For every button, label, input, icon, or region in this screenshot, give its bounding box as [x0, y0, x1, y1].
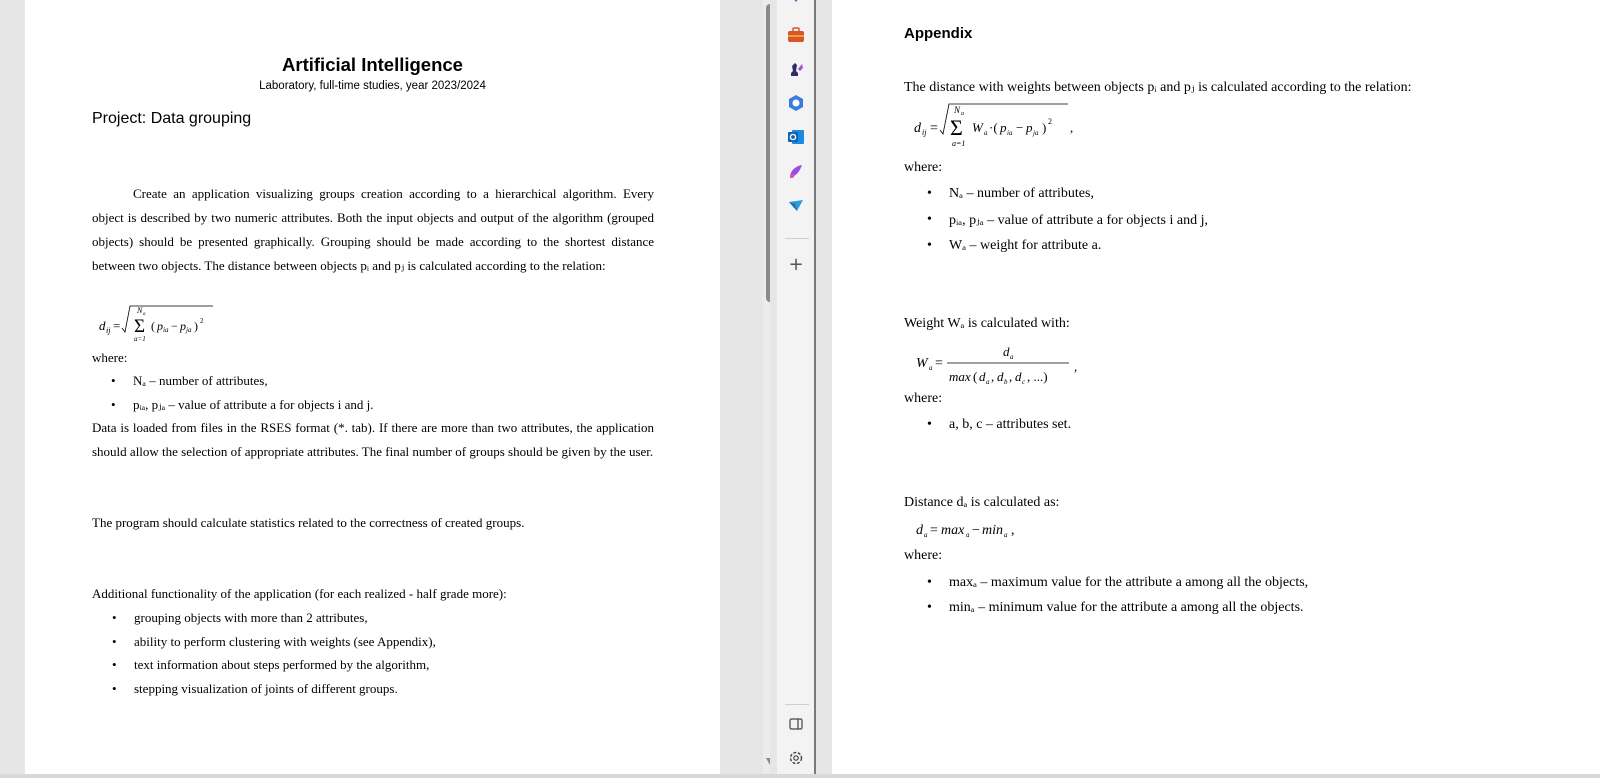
svg-text:ja: ja [186, 326, 192, 334]
svg-text:d: d [916, 523, 923, 538]
svg-text:ia: ia [163, 326, 169, 334]
svg-text:,: , [1074, 359, 1078, 374]
list-item: • Nₐ – number of attributes, [927, 186, 1094, 201]
list-item: • Nₐ – number of attributes, [111, 373, 268, 388]
svg-text:d: d [99, 318, 106, 333]
svg-text:,: , [1070, 120, 1074, 135]
weight-intro: Weight Wₐ is calculated with: [904, 316, 1070, 331]
where-label: where: [904, 548, 943, 563]
svg-text:N: N [137, 306, 143, 315]
svg-text:b: b [1004, 378, 1008, 386]
svg-text:p: p [1000, 120, 1007, 135]
document-subtitle: Laboratory, full-time studies, year 2023/2024 [259, 80, 486, 92]
statistics-paragraph: The program should calculate statistics related to the correctness of created groups. [92, 515, 525, 530]
svg-text:a: a [986, 378, 990, 386]
list-item: • text information about steps performed by the algorithm, [112, 657, 430, 672]
settings-icon[interactable] [786, 748, 806, 768]
right-document-pane[interactable] [818, 0, 1600, 778]
additional-heading: Additional functionality of the application (for each realized - half grade more): [92, 586, 507, 601]
svg-text:a: a [961, 111, 964, 117]
svg-text:ij: ij [106, 326, 111, 335]
svg-text:−: − [171, 319, 178, 333]
svg-text:2: 2 [200, 317, 204, 325]
svg-text:a: a [143, 312, 146, 317]
appendix-heading: Appendix [904, 25, 973, 42]
sidebar-toggle-icon[interactable] [786, 714, 806, 734]
list-item: • grouping objects with more than 2 attributes, [112, 610, 368, 625]
copilot-icon[interactable] [786, 93, 806, 113]
svg-text:,: , [1011, 523, 1015, 538]
svg-text:d: d [914, 121, 921, 136]
svg-text:): ) [194, 319, 198, 333]
project-title: Project: Data grouping [92, 110, 252, 127]
document-page-right [832, 0, 1600, 778]
svg-text:min: min [982, 523, 1003, 538]
list-item: • a, b, c – attributes set. [927, 417, 1072, 432]
svg-text:a=1: a=1 [134, 335, 146, 343]
svg-text:max: max [941, 523, 965, 538]
svg-text:p: p [157, 319, 163, 333]
svg-text:a: a [984, 129, 988, 137]
svg-text:ij: ij [922, 128, 927, 137]
svg-text:−: − [1016, 120, 1024, 135]
task-description: Create an application visualizing groups creation according to a hierarchical algorithm. Every object is described by two numeric attributes. Both the input objects and output of the algorithm (grouped objects) should be presented graphically. Grouping should be made according to the shortest distance between two objects. The distance between objects pᵢ and pⱼ is calculated according to the relation: [92, 186, 654, 273]
svg-text:a: a [929, 364, 933, 372]
svg-text:ja: ja [1033, 129, 1039, 137]
bottom-edge [0, 774, 1600, 778]
drop-icon[interactable] [786, 196, 806, 216]
list-item: • pᵢₐ, pⱼₐ – value of attribute a for objects i and j, [927, 212, 1208, 228]
range-formula [916, 520, 1036, 544]
svg-text:=: = [935, 356, 943, 371]
svg-text:max: max [949, 369, 971, 384]
svg-text:Σ: Σ [134, 316, 146, 337]
svg-text:c: c [1022, 378, 1026, 386]
designer-icon[interactable] [786, 162, 806, 182]
svg-text:Σ: Σ [950, 115, 963, 140]
distance-formula [99, 304, 229, 344]
sidebar-separator [785, 704, 809, 705]
svg-text:(: ( [973, 369, 978, 384]
briefcase-icon[interactable] [786, 25, 806, 45]
list-item: • pᵢₐ, pⱼₐ – value of attribute a for objects i and j. [111, 397, 374, 412]
document-title: Artificial Intelligence [282, 54, 463, 75]
browser-sidebar [777, 0, 816, 778]
svg-text:a: a [1004, 531, 1008, 539]
left-document-pane[interactable] [0, 0, 770, 778]
where-label: where: [904, 391, 943, 406]
svg-text:2: 2 [1048, 117, 1052, 126]
svg-text:W: W [916, 356, 928, 371]
appendix-intro: The distance with weights between objects pᵢ and pⱼ is calculated according to the relation: [904, 80, 1412, 95]
svg-text:p: p [1026, 120, 1033, 135]
list-item: • Wₐ – weight for attribute a. [927, 238, 1102, 253]
svg-text:W: W [972, 120, 983, 135]
plus-icon[interactable]: + [788, 254, 804, 275]
svg-text:,: , [1009, 369, 1013, 384]
svg-text:=: = [930, 121, 938, 136]
svg-text:=: = [113, 318, 121, 333]
svg-text:(: ( [151, 319, 155, 333]
where-label: where: [904, 160, 943, 175]
svg-text:p: p [180, 319, 186, 333]
document-page-left [25, 0, 720, 778]
svg-text:d: d [1015, 369, 1022, 384]
weight-formula [916, 343, 1091, 387]
svg-text:−: − [972, 523, 980, 538]
distance-intro: Distance dₐ is calculated as: [904, 495, 1060, 510]
svg-text:=: = [930, 523, 938, 538]
svg-text:N: N [954, 105, 961, 115]
chess-icon[interactable] [786, 59, 806, 79]
svg-text:d: d [979, 369, 986, 384]
svg-text:d: d [1003, 344, 1010, 359]
svg-text:a=1: a=1 [952, 139, 966, 148]
list-item: • ability to perform clustering with weights (see Appendix), [112, 634, 436, 649]
weighted-distance-formula [914, 102, 1089, 150]
list-item: • maxₐ – maximum value for the attribute a among all the objects, [927, 575, 1309, 590]
svg-text:a: a [924, 531, 928, 539]
where-label: where: [92, 350, 128, 365]
svg-text:d: d [997, 369, 1004, 384]
data-loading-paragraph: Data is loaded from files in the RSES format (*. tab). If there are more than two attributes, the application should allow the selection of appropriate attributes. The final number of groups should be given by the user. [92, 420, 654, 459]
svg-text:a: a [966, 531, 970, 539]
outlook-icon[interactable] [786, 127, 806, 147]
vertical-scrollbar[interactable] [763, 0, 770, 778]
sidebar-separator [785, 238, 809, 239]
bookmark-icon[interactable] [786, 0, 806, 12]
scroll-down-arrow-icon[interactable] [766, 758, 770, 765]
list-item: • minₐ – minimum value for the attribute a among all the objects. [927, 600, 1304, 615]
list-item: • stepping visualization of joints of different groups. [112, 681, 398, 696]
svg-text:, ...): , ...) [1027, 369, 1048, 384]
svg-text:,: , [991, 369, 995, 384]
svg-text:ia: ia [1007, 129, 1013, 137]
svg-text:a: a [1010, 353, 1014, 361]
svg-text:·(: ·( [989, 120, 998, 135]
svg-text:): ) [1042, 120, 1047, 135]
scroll-thumb[interactable] [766, 4, 770, 302]
